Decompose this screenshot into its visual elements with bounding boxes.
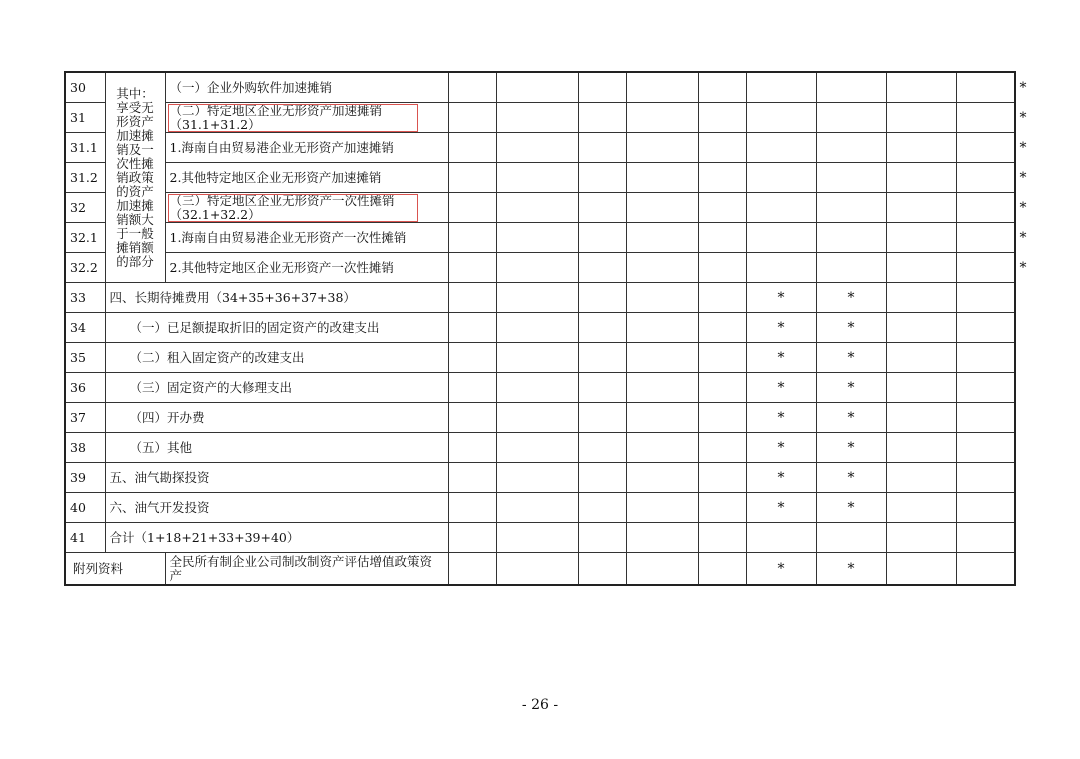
table-body (65, 72, 1027, 585)
value-cell (816, 283, 886, 313)
appendix-label: 全民所有制企业公司制改制资产评估增值政策资产 (165, 553, 448, 586)
row-label (165, 103, 448, 133)
row-label-text: （一）企业外购软件加速摊销 (169, 79, 333, 95)
row-label-text: 六、油气开发投资 (109, 499, 210, 515)
value-cell (626, 493, 698, 523)
value-cell (746, 403, 816, 433)
value-cell (886, 72, 956, 103)
star-mark: * (1019, 169, 1027, 186)
value-cell (886, 403, 956, 433)
value-cell (578, 403, 626, 433)
row-number: 38 (65, 433, 105, 463)
star-mark: * (777, 349, 785, 366)
table-row (65, 163, 1015, 193)
value-cell (956, 373, 1015, 403)
value-cell (816, 403, 886, 433)
value-cell (698, 373, 746, 403)
value-cell (448, 463, 496, 493)
row-number: 34 (65, 313, 105, 343)
row-label (105, 373, 448, 403)
group-label-line: 的资产 (116, 183, 154, 199)
row-number: 32.1 (65, 223, 105, 253)
star-mark: * (777, 409, 785, 426)
value-cell (626, 253, 698, 283)
value-cell (816, 72, 886, 103)
star-mark: * (847, 499, 855, 516)
table-row (65, 103, 1015, 133)
star-mark: * (847, 289, 855, 306)
value-cell (956, 463, 1015, 493)
star-mark: * (847, 439, 855, 456)
value-cell (578, 193, 626, 223)
value-cell (746, 493, 816, 523)
value-cell (956, 313, 1015, 343)
value-cell (698, 283, 746, 313)
value-cell (816, 433, 886, 463)
star-mark: * (1019, 139, 1027, 156)
group-label-line: 加速摊 (116, 127, 154, 143)
value-cell (578, 523, 626, 553)
value-cell (816, 193, 886, 223)
table-row (65, 463, 1015, 493)
value-cell (448, 373, 496, 403)
star-mark: * (847, 349, 855, 366)
value-cell (746, 433, 816, 463)
value-cell (626, 223, 698, 253)
value-cell (816, 133, 886, 163)
star-mark: * (777, 560, 785, 577)
star-mark: * (1019, 109, 1027, 126)
row-label (105, 403, 448, 433)
value-cell (816, 253, 886, 283)
value-cell (816, 313, 886, 343)
value-cell (626, 72, 698, 103)
row-label-text: （二）租入固定资产的改建支出 (129, 349, 305, 365)
value-cell (886, 103, 956, 133)
row-number: 30 (65, 72, 105, 103)
value-cell (886, 133, 956, 163)
row-number: 31.1 (65, 133, 105, 163)
value-cell (956, 163, 1015, 193)
value-cell (746, 463, 816, 493)
star-mark: * (777, 319, 785, 336)
value-cell (496, 283, 578, 313)
row-number: 32 (65, 193, 105, 223)
row-number: 41 (65, 523, 105, 553)
value-cell (448, 493, 496, 523)
value-cell (496, 313, 578, 343)
value-cell (746, 343, 816, 373)
value-cell (578, 223, 626, 253)
value-cell (816, 343, 886, 373)
row-label-text: （四）开办费 (129, 409, 205, 425)
value-cell (886, 253, 956, 283)
star-mark: * (777, 499, 785, 516)
table-row (65, 433, 1015, 463)
table-row (65, 133, 1015, 163)
page-number: - 26 - (521, 697, 559, 713)
group-label-line: 销及一 (116, 141, 154, 157)
value-cell (496, 223, 578, 253)
value-cell (746, 163, 816, 193)
value-cell (578, 72, 626, 103)
value-cell (626, 163, 698, 193)
value-cell (746, 373, 816, 403)
row-label (165, 193, 448, 223)
value-cell (496, 403, 578, 433)
row-label-text: 合计（1+18+21+33+39+40） (109, 529, 300, 545)
row-label-text: 1.海南自由贸易港企业无形资产一次性摊销 (169, 229, 407, 245)
group-label-line: 形资产 (116, 113, 154, 129)
value-cell (578, 373, 626, 403)
value-cell (816, 223, 886, 253)
star-mark: * (847, 560, 855, 577)
row-label (105, 283, 448, 313)
group-label-line: 销额大 (116, 211, 154, 227)
value-cell (886, 313, 956, 343)
value-cell (698, 133, 746, 163)
value-cell (886, 343, 956, 373)
row-label-text: （二）特定地区企业无形资产加速摊销（31.1+31.2） (169, 102, 383, 132)
value-cell (698, 193, 746, 223)
value-cell (816, 463, 886, 493)
value-cell (698, 463, 746, 493)
row-label (105, 343, 448, 373)
value-cell (956, 103, 1015, 133)
value-cell (496, 253, 578, 283)
value-cell (626, 523, 698, 553)
value-cell (448, 72, 496, 103)
value-cell (886, 493, 956, 523)
row-label-text: （一）已足额提取折旧的固定资产的改建支出 (129, 319, 380, 335)
row-number: 39 (65, 463, 105, 493)
value-cell (956, 283, 1015, 313)
highlight-box (168, 104, 418, 132)
row-number: 31.2 (65, 163, 105, 193)
star-mark: * (777, 439, 785, 456)
row-number: 37 (65, 403, 105, 433)
value-cell (698, 72, 746, 103)
value-cell (496, 523, 578, 553)
value-cell (578, 133, 626, 163)
value-cell (578, 433, 626, 463)
row-label (165, 72, 448, 103)
value-cell (956, 72, 1015, 103)
row-label (105, 313, 448, 343)
value-cell (956, 223, 1015, 253)
value-cell (448, 283, 496, 313)
value-cell (956, 553, 1015, 586)
value-cell (698, 103, 746, 133)
star-mark: * (1019, 259, 1027, 276)
value-cell (448, 133, 496, 163)
value-cell (886, 463, 956, 493)
row-label (165, 163, 448, 193)
row-label-text: 2.其他特定地区企业无形资产一次性摊销 (169, 259, 394, 275)
highlight-box (168, 194, 418, 222)
value-cell (746, 313, 816, 343)
value-cell (816, 373, 886, 403)
table-row (65, 193, 1015, 223)
value-cell (448, 403, 496, 433)
group-label-line: 于一般 (116, 225, 154, 241)
value-cell (886, 223, 956, 253)
value-cell (496, 163, 578, 193)
value-cell (496, 103, 578, 133)
value-cell (956, 523, 1015, 553)
value-cell (626, 463, 698, 493)
value-cell (886, 433, 956, 463)
value-cell (816, 493, 886, 523)
value-cell (746, 283, 816, 313)
depreciation-amortization-table (64, 71, 1027, 586)
group-label-line: 加速摊 (116, 197, 154, 213)
value-cell (448, 223, 496, 253)
row-label (105, 493, 448, 523)
value-cell (698, 403, 746, 433)
value-cell (698, 523, 746, 553)
value-cell (448, 193, 496, 223)
row-label-text: （五）其他 (129, 439, 193, 455)
value-cell (578, 283, 626, 313)
value-cell (578, 463, 626, 493)
table-row (65, 403, 1015, 433)
star-mark: * (1019, 199, 1027, 216)
value-cell (496, 433, 578, 463)
star-mark: * (847, 319, 855, 336)
group-label-cell (105, 72, 165, 283)
value-cell (816, 103, 886, 133)
value-cell (578, 493, 626, 523)
star-mark: * (847, 409, 855, 426)
row-label-text: 四、长期待摊费用（34+35+36+37+38） (109, 289, 356, 305)
value-cell (448, 163, 496, 193)
value-cell (746, 253, 816, 283)
value-cell (746, 72, 816, 103)
value-cell (496, 493, 578, 523)
value-cell (448, 523, 496, 553)
appendix-row (65, 553, 1015, 586)
appendix-title: 附列资料 (65, 553, 165, 586)
group-label-line: 其中： (116, 85, 154, 101)
value-cell (816, 523, 886, 553)
row-label-text: （三）特定地区企业无形资产一次性摊销（32.1+32.2） (169, 192, 395, 222)
value-cell (956, 253, 1015, 283)
value-cell (886, 523, 956, 553)
value-cell (698, 223, 746, 253)
group-label-line: 次性摊 (116, 155, 154, 171)
value-cell (578, 103, 626, 133)
value-cell (626, 373, 698, 403)
value-cell (698, 163, 746, 193)
value-cell (956, 403, 1015, 433)
table-row (65, 223, 1015, 253)
value-cell (698, 553, 746, 586)
table-row (65, 373, 1015, 403)
value-cell (496, 193, 578, 223)
value-cell (496, 463, 578, 493)
value-cell (448, 343, 496, 373)
value-cell (496, 72, 578, 103)
star-mark: * (1019, 79, 1027, 96)
group-label-line: 摊销额 (116, 239, 154, 255)
value-cell (626, 343, 698, 373)
row-number: 35 (65, 343, 105, 373)
star-mark: * (777, 379, 785, 396)
value-cell (496, 553, 578, 586)
value-cell (698, 433, 746, 463)
value-cell (448, 433, 496, 463)
table-row (65, 72, 1015, 103)
row-number: 33 (65, 283, 105, 313)
value-cell (886, 283, 956, 313)
row-label (165, 223, 448, 253)
row-label-text: （三）固定资产的大修理支出 (129, 379, 293, 395)
value-cell (698, 493, 746, 523)
star-mark: * (847, 469, 855, 486)
value-cell (578, 253, 626, 283)
table-row (65, 283, 1015, 313)
star-mark: * (847, 379, 855, 396)
value-cell (626, 313, 698, 343)
value-cell (578, 343, 626, 373)
group-label-line: 享受无 (116, 99, 154, 115)
value-cell (886, 373, 956, 403)
value-cell (746, 133, 816, 163)
value-cell (956, 193, 1015, 223)
value-cell (746, 523, 816, 553)
value-cell (496, 373, 578, 403)
table-row (65, 523, 1015, 553)
row-label (105, 523, 448, 553)
row-number: 36 (65, 373, 105, 403)
table-row (65, 253, 1015, 283)
value-cell (448, 253, 496, 283)
value-cell (746, 193, 816, 223)
row-label (165, 253, 448, 283)
value-cell (698, 343, 746, 373)
value-cell (626, 553, 698, 586)
value-cell (626, 193, 698, 223)
row-number: 40 (65, 493, 105, 523)
value-cell (956, 343, 1015, 373)
value-cell (886, 193, 956, 223)
star-mark: * (1019, 229, 1027, 246)
star-mark: * (777, 289, 785, 306)
table-row (65, 493, 1015, 523)
row-label (165, 133, 448, 163)
group-label-line: 销政策 (116, 169, 154, 185)
value-cell (448, 553, 496, 586)
value-cell (698, 313, 746, 343)
value-cell (496, 343, 578, 373)
value-cell (626, 403, 698, 433)
value-cell (956, 133, 1015, 163)
value-cell (886, 553, 956, 586)
row-label-text: 五、油气勘探投资 (109, 469, 210, 485)
value-cell (746, 223, 816, 253)
table-row (65, 313, 1015, 343)
table-row (65, 343, 1015, 373)
row-number: 31 (65, 103, 105, 133)
row-label (105, 433, 448, 463)
value-cell (956, 493, 1015, 523)
value-cell (448, 103, 496, 133)
value-cell (578, 163, 626, 193)
value-cell (956, 433, 1015, 463)
row-label (105, 463, 448, 493)
value-cell (746, 553, 816, 586)
value-cell (496, 133, 578, 163)
row-label-text: 2.其他特定地区企业无形资产加速摊销 (169, 169, 382, 185)
value-cell (816, 553, 886, 586)
value-cell (698, 253, 746, 283)
group-label-line: 的部分 (116, 253, 154, 269)
value-cell (626, 133, 698, 163)
value-cell (626, 283, 698, 313)
star-mark: * (777, 469, 785, 486)
value-cell (626, 433, 698, 463)
value-cell (578, 553, 626, 586)
value-cell (626, 103, 698, 133)
row-label-text: 1.海南自由贸易港企业无形资产加速摊销 (169, 139, 394, 155)
value-cell (886, 163, 956, 193)
value-cell (578, 313, 626, 343)
row-number: 32.2 (65, 253, 105, 283)
value-cell (448, 313, 496, 343)
value-cell (746, 103, 816, 133)
value-cell (816, 163, 886, 193)
